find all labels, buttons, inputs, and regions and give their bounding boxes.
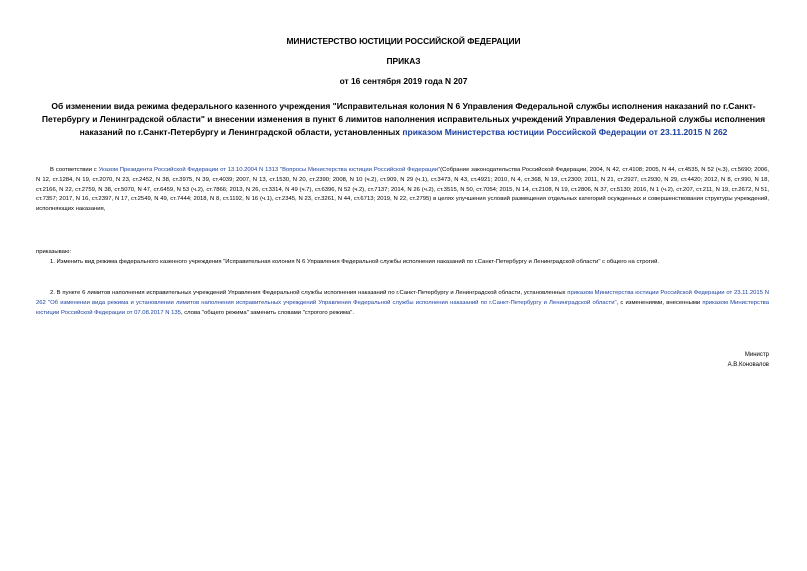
document-type: ПРИКАЗ — [386, 56, 421, 66]
ministry-heading: МИНИСТЕРСТВО ЮСТИЦИИ РОССИЙСКОЙ ФЕДЕРАЦИИ — [286, 36, 521, 46]
title-text: Об изменении вида режима федерального казенного учреждения "Исправительная колония N 6 Управления Федеральной службы исполнения наказаний по г.Санкт-Петербургу и Ленинградской области" и внесении изменения в пункт 6 лимитов наполнения исправительных учреждений Управления Федеральной службы исполнения наказаний по г.Санкт-Петербургу и Ленинградской области, установленных — [41, 101, 766, 137]
item2-text-2: , с изменениями, внесенными — [616, 299, 703, 306]
order-135-link[interactable]: приказом Министерства юстиции Российской Федерации от 07.08.2017 N 135 — [36, 299, 769, 316]
preamble-lead: В соответствии с — [50, 167, 99, 173]
preamble-text: (Собрание законодательства Российской Федерации, 2004, N 42, ст.4108; 2005, N 44, ст.4535, N 52 (ч.3), ст.5690; 2006, N 12, ст.1284, N 19, ст.2070, N 23, ст.2452, N 38, ст.3975, N 39, ст.4039; 2007, N 13, ст.1530, N 20, ст.2390; 2008, N 10 (ч.2), ст.909, N 29 (ч.1), ст.3473, N 43, ст.4921; 2010, N 4, ст.368, N 19, ст.2300; 2011, N 21, ст.2927, ст.2930, N 29, ст.4420; 2012, N 8, ст.990, N 18, ст.2166, N 22, ст.2759, N 38, ст.5070, N 47, ст.6459, N 53 (ч.2), ст.7866; 2013, N 26, ст.3314, N 49 (ч.7), ст.6396, N 52 (ч.2), ст.7137; 2014, N 26 (ч.2), ст.3515, N 50, ст.7054; 2015, N 14, ст.2108, N 19, ст.2806, N 37, ст.5130; 2016, N 1 (ч.2), ст.207, ст.211, N 19, ст.2672, N 51, ст.7357; 2017, N 16, ст.2397, N 17, ст.2549, N 49, ст.7444; 2018, N 8, ст.1192, N 16 (ч.1), ст.2345, N 23, ст.3261, N 44, ст.6713; 2019, N 22, ст.2795) в целях улучшения условий размещения отдельных категорий осужденных и совершенствования структуры учреждений, исполняющих наказания, — [36, 167, 769, 213]
order-262-link[interactable]: приказом Министерства юстиции Российской Федерации от 23.11.2015 N 262 "Об изменении вида режима и установлении лимитов наполнения исправительных учреждений Управления Федеральной службы исполнения наказаний по г.Санкт-Петербургу и Ленинградской области" — [36, 290, 770, 306]
signature-name: А.В.Коновалов — [727, 362, 769, 368]
order-word: приказываю: — [36, 249, 72, 255]
preamble-paragraph — [36, 166, 769, 215]
order-item-2 — [36, 289, 769, 318]
decree-link[interactable]: Указом Президента Российской Федерации от 13.10.2004 N 1313 "Вопросы Министерства юстиции Российской Федерации" — [98, 167, 441, 173]
document-title — [35, 100, 772, 138]
signature-position: Министр — [744, 352, 769, 358]
title-link[interactable]: приказом Министерства юстиции Российской Федерации от 23.11.2015 N 262 — [402, 126, 728, 137]
item2-text-3: , слова "общего режима" заменить словами "строгого режима". — [180, 309, 355, 316]
item2-text-1: 2. В пункте 6 лимитов наполнения исправительных учреждений Управления Федеральной службы исполнения наказаний по г.Санкт-Петербургу и Ленинградской области, установленных — [50, 290, 568, 296]
order-item-1: 1. Изменить вид режима федерального казенного учреждения "Исправительная колония N 6 Управления Федеральной службы исполнения наказаний по г.Санкт-Петербургу и Ленинградской области" с общего на строгий. — [50, 259, 660, 265]
document-date: от 16 сентября 2019 года N 207 — [339, 76, 468, 86]
